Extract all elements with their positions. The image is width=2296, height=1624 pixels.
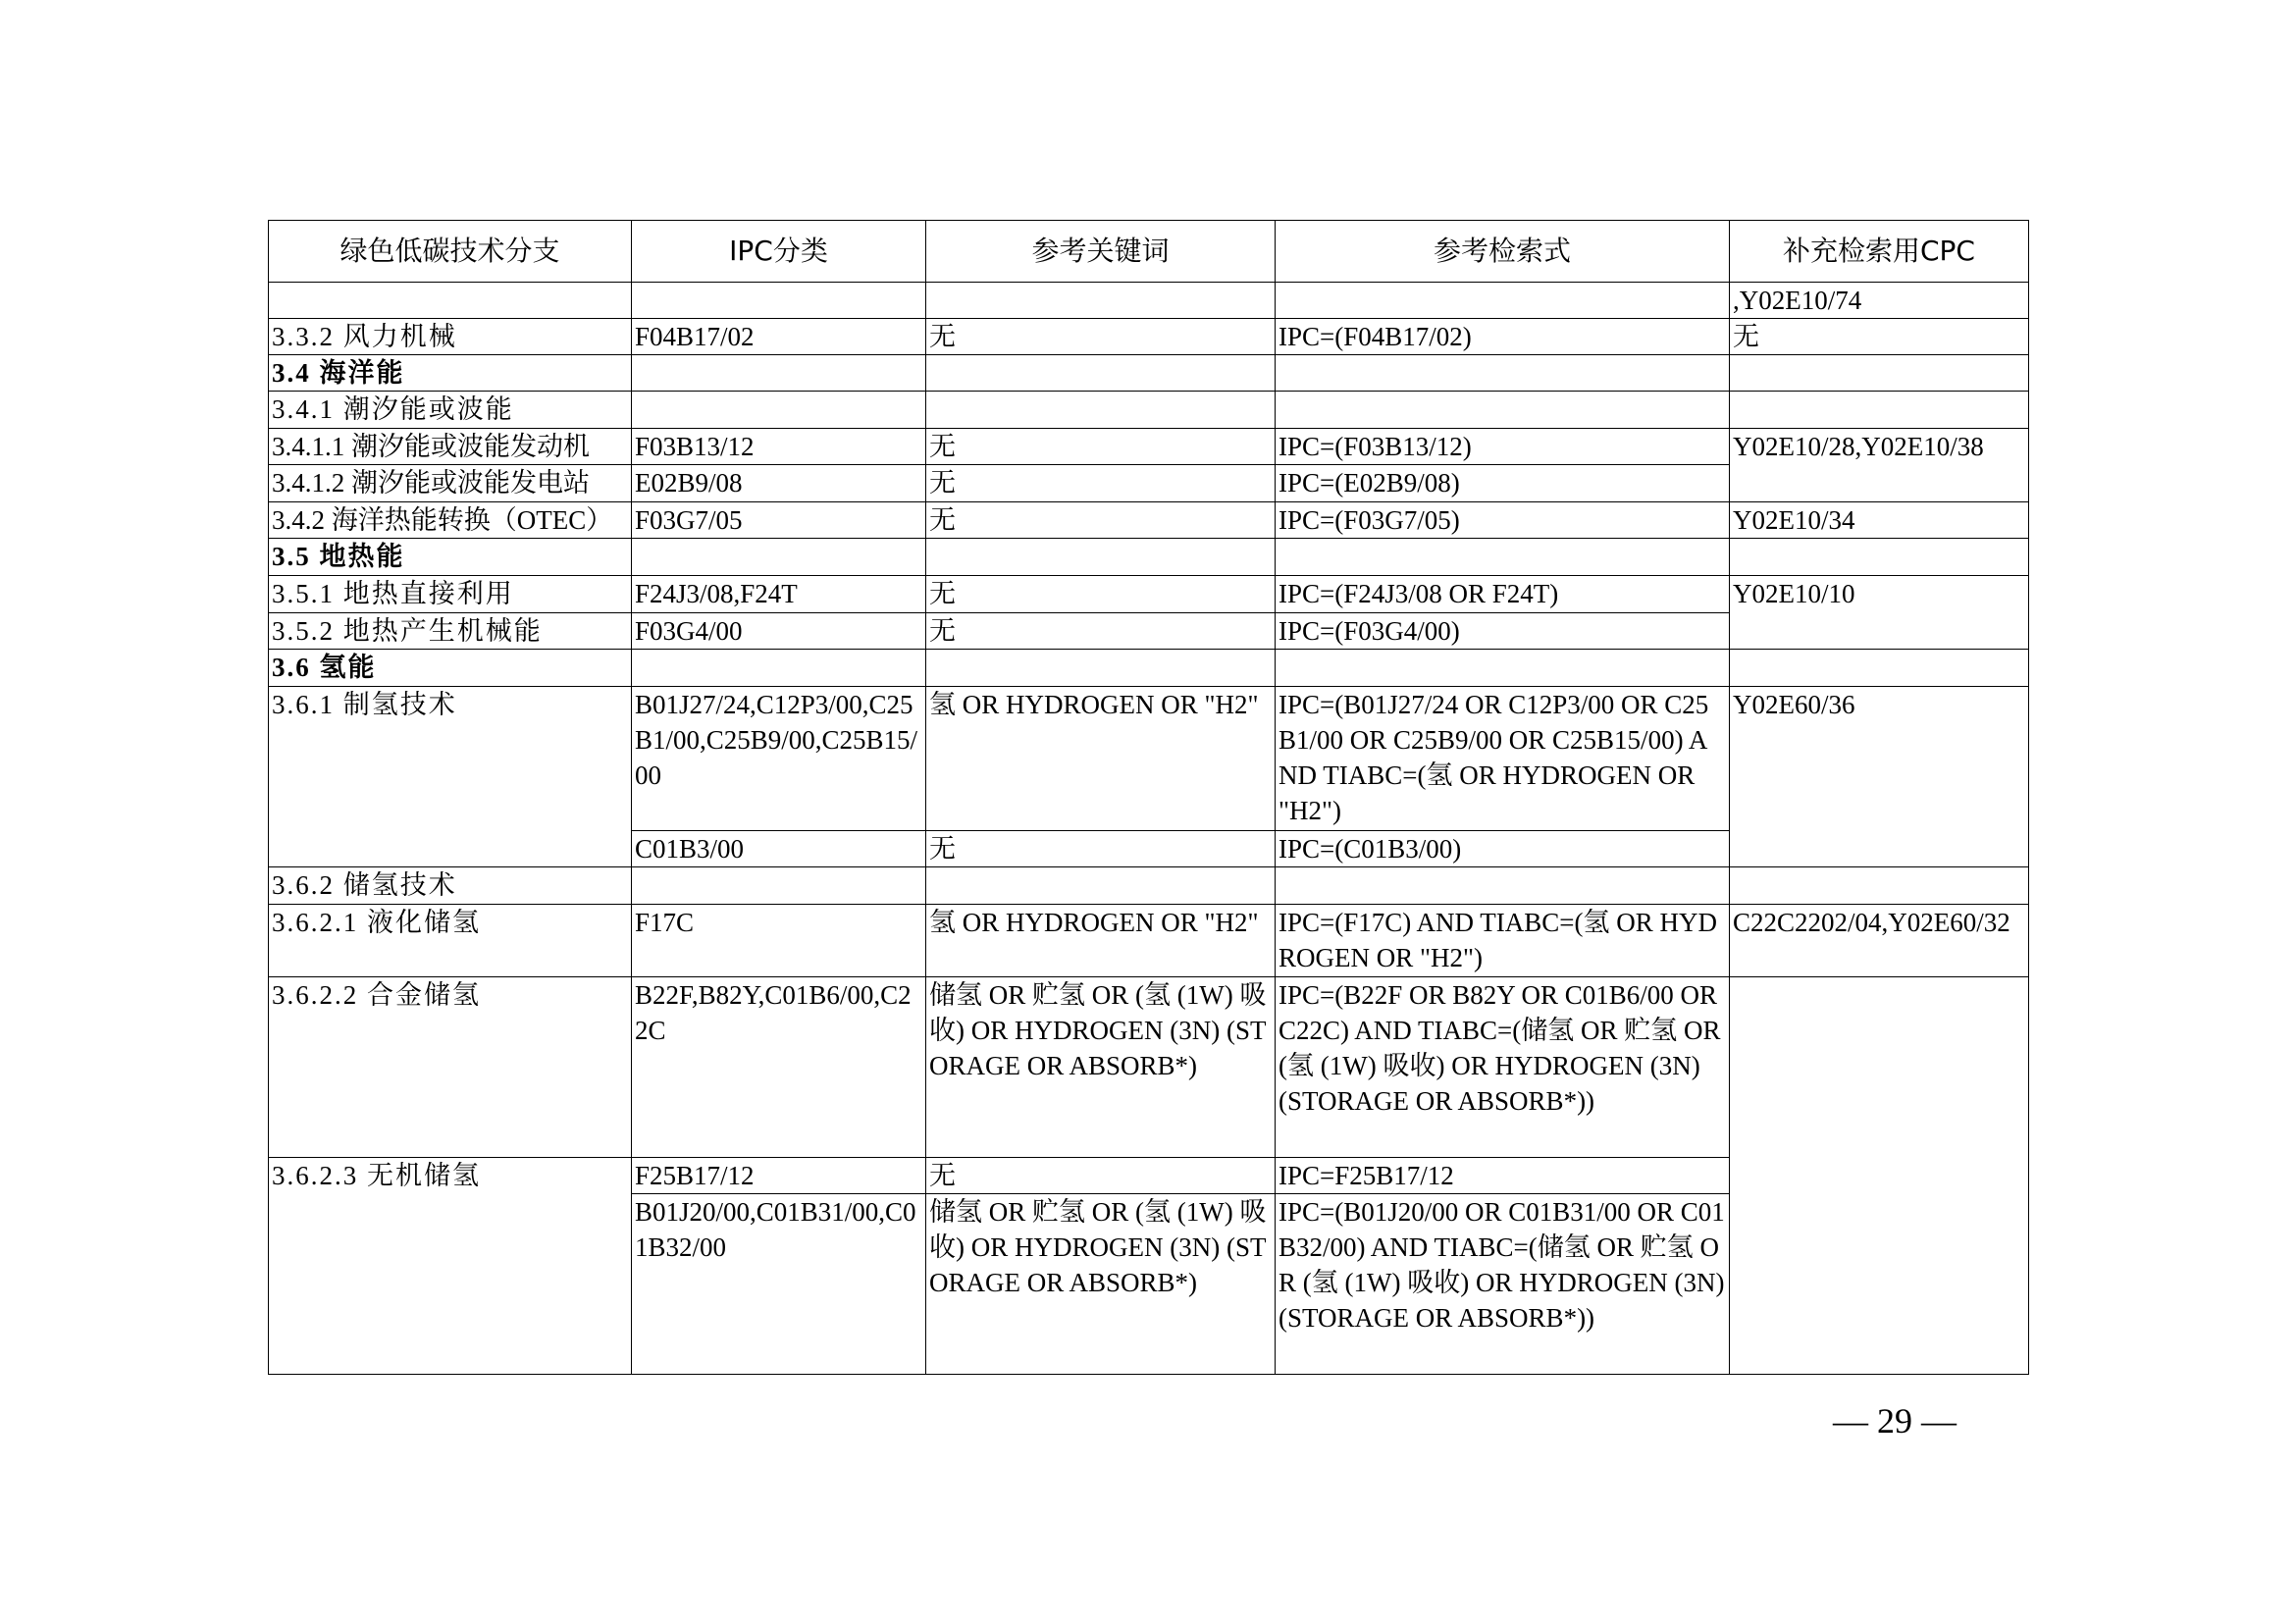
cell-query: IPC=F25B17/12: [1276, 1158, 1730, 1194]
cell-branch: 3.6.1 制氢技术: [269, 687, 632, 867]
ipc-classification-table: [268, 220, 2029, 1375]
cell-ipc: B01J20/00,C01B31/00,C01B32/00: [632, 1194, 926, 1375]
cell-ipc: F24J3/08,F24T: [632, 576, 926, 613]
cell-branch: 3.4.1.2 潮汐能或波能发电站: [269, 465, 632, 502]
cell-cpc: [1730, 977, 2029, 1375]
cell-cpc: C22C2202/04,Y02E60/32: [1730, 905, 2029, 977]
cell-section-title: 3.4 海洋能: [269, 355, 632, 392]
cell-branch: 3.6.2.1 液化储氢: [269, 905, 632, 977]
table-section-row: [269, 355, 2029, 392]
table-row: [269, 687, 2029, 831]
cell-ipc: [632, 355, 926, 392]
table-row: [269, 867, 2029, 905]
cell-keywords: [926, 539, 1276, 576]
cell-cpc: [1730, 867, 2029, 905]
cell-ipc: [632, 867, 926, 905]
table-row: [269, 429, 2029, 465]
cell-keywords: 无: [926, 613, 1276, 650]
table-row: [269, 977, 2029, 1158]
cell-cpc: Y02E10/28,Y02E10/38: [1730, 429, 2029, 502]
cell-keywords: 储氢 OR 贮氢 OR (氢 (1W) 吸收) OR HYDROGEN (3N) (STORAGE OR ABSORB*): [926, 1194, 1276, 1375]
cell-ipc: B01J27/24,C12P3/00,C25B1/00,C25B9/00,C25B15/00: [632, 687, 926, 831]
table-row: [269, 283, 2029, 319]
cell-cpc: ,Y02E10/74: [1730, 283, 2029, 319]
cell-keywords: 氢 OR HYDROGEN OR "H2": [926, 905, 1276, 977]
cell-branch: [269, 283, 632, 319]
cell-query: IPC=(C01B3/00): [1276, 831, 1730, 867]
cell-keywords: 无: [926, 319, 1276, 355]
page-number: — 29 —: [1833, 1401, 1957, 1441]
cell-cpc: 无: [1730, 319, 2029, 355]
cell-cpc: [1730, 539, 2029, 576]
cell-branch: 3.5.2 地热产生机械能: [269, 613, 632, 650]
cell-ipc: C01B3/00: [632, 831, 926, 867]
cell-cpc: [1730, 355, 2029, 392]
cell-ipc: [632, 539, 926, 576]
table-section-row: [269, 539, 2029, 576]
cell-ipc: F04B17/02: [632, 319, 926, 355]
cell-query: IPC=(F03G4/00): [1276, 613, 1730, 650]
cell-keywords: 无: [926, 576, 1276, 613]
cell-cpc: Y02E10/34: [1730, 502, 2029, 539]
cell-ipc: F03G4/00: [632, 613, 926, 650]
header-keywords: 参考关键词: [926, 221, 1276, 283]
cell-keywords: 无: [926, 502, 1276, 539]
cell-keywords: [926, 392, 1276, 429]
header-ipc-class: IPC分类: [632, 221, 926, 283]
cell-branch: 3.6.2.3 无机储氢: [269, 1158, 632, 1375]
cell-branch: 3.4.2 海洋热能转换（OTEC）: [269, 502, 632, 539]
cell-query: [1276, 650, 1730, 687]
cell-ipc: F03G7/05: [632, 502, 926, 539]
cell-query: IPC=(B01J27/24 OR C12P3/00 OR C25B1/00 OR C25B9/00 OR C25B15/00) AND TIABC=(氢 OR HYDROGEN OR "H2"): [1276, 687, 1730, 831]
table-header-row: [269, 221, 2029, 283]
cell-keywords: 无: [926, 1158, 1276, 1194]
cell-ipc: [632, 392, 926, 429]
cell-query: [1276, 355, 1730, 392]
table-row: [269, 905, 2029, 977]
cell-cpc: Y02E60/36: [1730, 687, 2029, 867]
cell-ipc: F25B17/12: [632, 1158, 926, 1194]
cell-keywords: 无: [926, 831, 1276, 867]
cell-ipc: [632, 283, 926, 319]
cell-keywords: [926, 355, 1276, 392]
cell-branch: 3.6.2 储氢技术: [269, 867, 632, 905]
table-row: [269, 502, 2029, 539]
cell-ipc: F03B13/12: [632, 429, 926, 465]
table-section-row: [269, 650, 2029, 687]
cell-keywords: [926, 650, 1276, 687]
cell-query: IPC=(F04B17/02): [1276, 319, 1730, 355]
table-row: [269, 319, 2029, 355]
cell-query: IPC=(B01J20/00 OR C01B31/00 OR C01B32/00) AND TIABC=(储氢 OR 贮氢 OR (氢 (1W) 吸收) OR HYDROGEN (3N) (STORAGE OR ABSORB*)): [1276, 1194, 1730, 1375]
cell-cpc: Y02E10/10: [1730, 576, 2029, 650]
cell-query: IPC=(F17C) AND TIABC=(氢 OR HYDROGEN OR "H2"): [1276, 905, 1730, 977]
cell-query: IPC=(F24J3/08 OR F24T): [1276, 576, 1730, 613]
cell-ipc: E02B9/08: [632, 465, 926, 502]
table-row: [269, 576, 2029, 613]
cell-section-title: 3.5 地热能: [269, 539, 632, 576]
table-row: [269, 392, 2029, 429]
cell-keywords: 储氢 OR 贮氢 OR (氢 (1W) 吸收) OR HYDROGEN (3N) (STORAGE OR ABSORB*): [926, 977, 1276, 1158]
cell-ipc: B22F,B82Y,C01B6/00,C22C: [632, 977, 926, 1158]
cell-keywords: [926, 283, 1276, 319]
header-search-query: 参考检索式: [1276, 221, 1730, 283]
cell-keywords: [926, 867, 1276, 905]
cell-branch: 3.4.1 潮汐能或波能: [269, 392, 632, 429]
cell-query: [1276, 392, 1730, 429]
cell-cpc: [1730, 650, 2029, 687]
cell-query: IPC=(B22F OR B82Y OR C01B6/00 OR C22C) AND TIABC=(储氢 OR 贮氢 OR (氢 (1W) 吸收) OR HYDROGEN (3N) (STORAGE OR ABSORB*)): [1276, 977, 1730, 1158]
cell-keywords: 无: [926, 465, 1276, 502]
cell-query: IPC=(E02B9/08): [1276, 465, 1730, 502]
cell-branch: 3.3.2 风力机械: [269, 319, 632, 355]
cell-query: [1276, 539, 1730, 576]
cell-keywords: 无: [926, 429, 1276, 465]
cell-section-title: 3.6 氢能: [269, 650, 632, 687]
cell-branch: 3.4.1.1 潮汐能或波能发动机: [269, 429, 632, 465]
cell-query: [1276, 867, 1730, 905]
header-supplementary-cpc: 补充检索用CPC: [1730, 221, 2029, 283]
cell-branch: 3.6.2.2 合金储氢: [269, 977, 632, 1158]
cell-cpc: [1730, 392, 2029, 429]
cell-ipc: F17C: [632, 905, 926, 977]
cell-query: [1276, 283, 1730, 319]
header-technology-branch: 绿色低碳技术分支: [269, 221, 632, 283]
cell-ipc: [632, 650, 926, 687]
cell-query: IPC=(F03G7/05): [1276, 502, 1730, 539]
cell-query: IPC=(F03B13/12): [1276, 429, 1730, 465]
cell-branch: 3.5.1 地热直接利用: [269, 576, 632, 613]
cell-keywords: 氢 OR HYDROGEN OR "H2": [926, 687, 1276, 831]
